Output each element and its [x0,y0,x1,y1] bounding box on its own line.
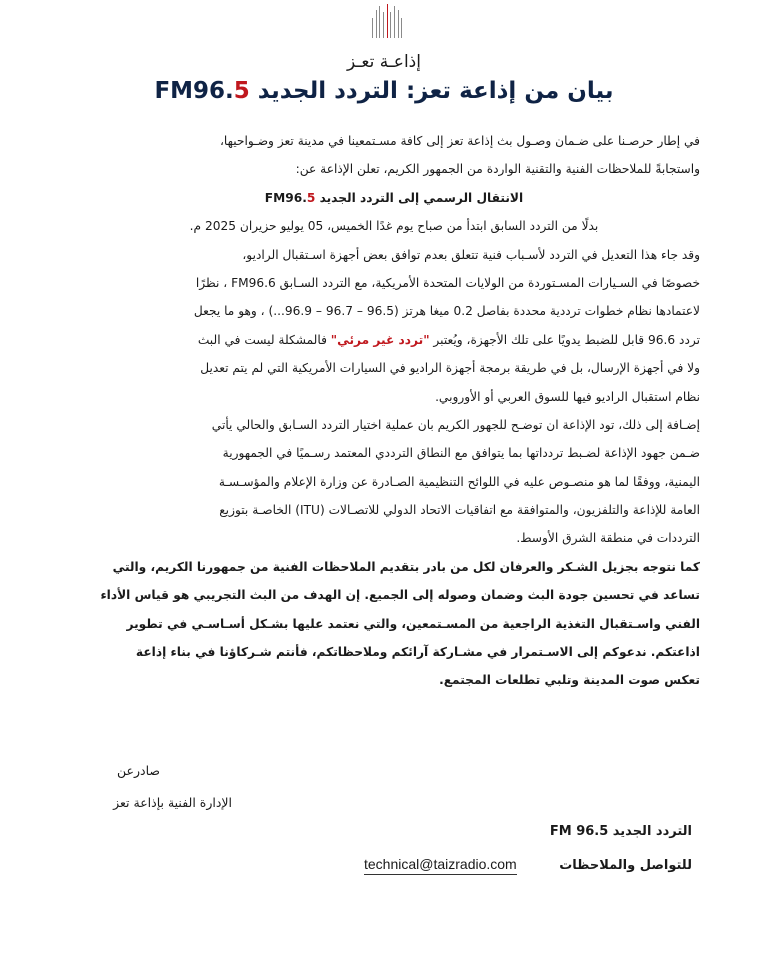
body-line: تعكس صوت المدينة وتلبي تطلعات المجتمع. [439,673,700,688]
body-text: فالمشكلة ليست في البث [197,332,331,347]
station-name: إذاعـة تعـز [347,52,421,72]
title-text: بيان من إذاعة تعز: التردد الجديد FM96. [154,78,614,104]
body-line: واستجابةً للملاحظات الفنية والتقنية الواردة من الجمهور الكريم، تعلن الإذاعة عن: [295,162,700,177]
body-line: اليمنية، ووفقًا لما هو منصـوص عليه في اللوائح التنظيمية الصـادرة عن وزارة الإعلام والمؤسـسـة [218,474,700,489]
highlight-invisible-freq: "تردد غير مرئي" [330,332,430,347]
title-highlight: 5 [233,78,250,104]
statement-body [88,127,700,695]
body-line: تساعد في تحسين جودة البث وضمان وصوله إلى الجميع. إن الهدف من البث التجريبي هو قياس الأداء [100,588,700,603]
contact-label: للتواصل والملاحظات [559,858,692,873]
body-text: تردد 96.6 قابل للضبط يدويًا على تلك الأجهزة، ويُعتبر [429,332,700,347]
subheading-highlight: 5 [306,190,316,205]
body-line: الترددات في منطقة الشرق الأوسط. [516,531,700,546]
body-line: في إطار حرصـنا على ضـمان وصـول بث إذاعة تعز إلى كافة مسـتمعينا في مدينة تعز وضـواحيها، [219,134,700,148]
subheading-text: الانتقال الرسمي إلى التردد الجديد FM96. [264,190,524,205]
body-line [88,326,700,354]
body-line: ضـمن جهود الإذاعة لضـبط تردداتها بما يتوافق مع النطاق الترددي المعتمد رسـميًا في الجمهورية [222,446,700,461]
body-line: لاعتمادها نظام خطوات ترددية محددة بفاصل 0.2 ميغا هرتز (96.5 – 96.7 – 96.9...) ، وهو ما يجعل [193,304,700,319]
body-line: إضـافة إلى ذلك، تود الإذاعة ان توضـح للجهور الكريم بان عملية اختيار التردد السـابق والحالي يأتي [211,417,700,432]
body-line: الفني واسـتقبال التغذية الراجعية من المسـتمعين، والتي نعتمد عليها بشـكل أسـاسـي في تطوير [126,616,700,631]
body-line: خصوصًا في السـيارات المسـتوردة من الولايات المتحدة الأمريكية، مع التردد السـابق FM96.6 ، نظرًا [195,275,700,290]
body-line: كما نتوجه بجزيل الشـكر والعرفان لكل من بادر بتقديم الملاحظات الفنية من جمهورنا الكريم، والتي [112,559,700,574]
subheading [88,184,700,212]
station-logo [372,4,402,38]
issued-by: صادرعن [117,763,160,778]
body-line: بدلًا من التردد السابق ابتدأ من صباح يوم غدًا الخميس، 05 يوليو حزيران 2025 م. [189,219,599,234]
new-frequency-label: التردد الجديد 96.5 FM [549,824,692,839]
body-line: ولا في أجهزة الإرسال، بل في طريقة برمجة أجهزة الراديو في السيارات الأمريكية التي لم يتم تعديل [200,361,700,376]
page-title [0,78,768,104]
issuing-department: الإدارة الفنية بإذاعة تعز [113,795,232,810]
body-line: العامة للإذاعة والتلفزيون، والمتوافقة مع اتفاقيات الاتحاد الدولي للاتصـالات (ITU) الخاصـة بتوزيع [219,503,700,518]
body-line: نظام استقبال الراديو فيها للسوق العربي أو الأوروبي. [435,389,700,404]
contact-email-link[interactable]: technical@taizradio.com [364,856,517,875]
body-line: وقد جاء هذا التعديل في التردد لأسـباب فنية تتعلق بعدم توافق بعض أجهزة اسـتقبال الراديو، [242,247,700,262]
body-line: اذاعتكم. ندعوكم إلى الاسـتمرار في مشـاركة آرائكم وملاحظاتكم، فأنتم شـركاؤنا في بناء إذاعة [135,645,700,660]
